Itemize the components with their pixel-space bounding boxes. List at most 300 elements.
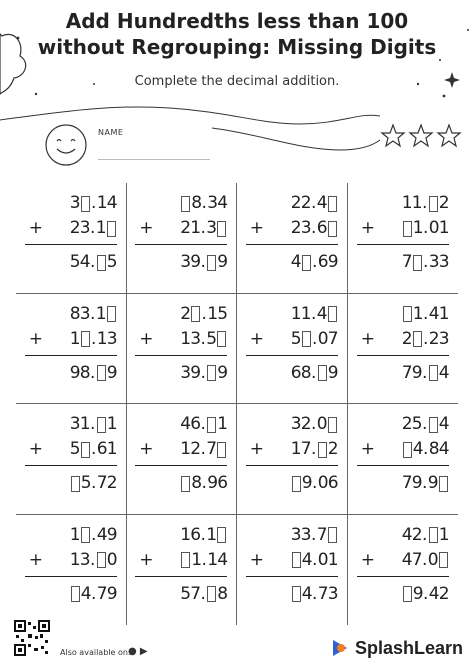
digit: 1 — [412, 303, 424, 324]
sum-line — [357, 355, 449, 356]
digit: 9 — [301, 473, 313, 493]
name-input-line[interactable] — [98, 159, 210, 160]
digit: . — [90, 252, 96, 272]
sum-line — [357, 465, 449, 466]
addend-top — [246, 302, 338, 327]
digit: 5 — [180, 583, 192, 604]
digit: 4 — [316, 303, 328, 324]
missing-digit-box[interactable] — [292, 586, 301, 602]
addend-bottom — [135, 437, 227, 462]
digit: 8 — [428, 439, 440, 459]
addition-problem — [246, 191, 338, 275]
digit: 4 — [180, 414, 192, 434]
addition-problem — [357, 302, 449, 386]
digit: . — [91, 193, 97, 213]
problem-cell — [16, 183, 127, 294]
digit: 2 — [190, 439, 202, 459]
digit: . — [311, 414, 317, 434]
problem-cell — [348, 515, 459, 626]
digit: 8 — [69, 303, 81, 324]
missing-digit-box[interactable] — [207, 417, 216, 433]
addend-top — [135, 412, 227, 437]
digit: 3 — [327, 583, 339, 604]
digit: 6 — [317, 252, 329, 272]
digit: 2 — [438, 193, 450, 213]
digit: 9 — [207, 473, 219, 493]
digit: 1 — [412, 218, 424, 238]
digit: . — [423, 303, 429, 324]
digit: 7 — [401, 362, 413, 383]
brand-name: SplashLearn — [355, 638, 464, 658]
addend-top — [246, 191, 338, 216]
digit: 1 — [190, 218, 202, 238]
plus-sign: + — [249, 328, 264, 349]
problem-cell — [16, 404, 127, 515]
plus-sign: + — [360, 328, 375, 349]
missing-digit-box[interactable] — [403, 306, 412, 322]
digit: . — [200, 439, 206, 459]
rating-stars — [380, 123, 464, 149]
missing-digit-box[interactable] — [439, 476, 448, 492]
digit: . — [201, 193, 207, 213]
digit: 9 — [217, 252, 229, 272]
missing-digit-box[interactable] — [403, 442, 412, 458]
name-label: NAME — [98, 128, 124, 137]
missing-digit-box[interactable] — [413, 331, 422, 347]
digit: 3 — [300, 218, 312, 238]
missing-digit-box[interactable] — [429, 196, 438, 212]
sum — [246, 361, 338, 386]
missing-digit-box[interactable] — [328, 306, 337, 322]
digit: 1 — [69, 328, 81, 349]
digit: 9 — [190, 362, 202, 383]
missing-digit-box[interactable] — [207, 255, 216, 271]
digit: 2 — [428, 328, 440, 349]
missing-digit-box[interactable] — [217, 221, 226, 237]
problem-cell — [237, 183, 348, 294]
sum — [357, 361, 449, 386]
digit: 8 — [191, 193, 203, 213]
addend-bottom — [135, 327, 227, 352]
problem-grid — [16, 183, 458, 625]
digit: . — [311, 439, 317, 459]
digit: . — [91, 328, 97, 349]
digit: 1 — [290, 303, 302, 324]
digit: . — [312, 328, 318, 349]
digit: 1 — [180, 524, 192, 545]
missing-digit-box[interactable] — [97, 365, 106, 381]
digit: . — [201, 549, 207, 570]
digit: 8 — [79, 362, 91, 383]
digit: 3 — [180, 362, 192, 383]
plus-sign: + — [28, 328, 43, 349]
missing-digit-box[interactable] — [107, 306, 116, 322]
digit: 3 — [190, 328, 202, 349]
addend-bottom — [246, 216, 338, 241]
digit: 1 — [290, 439, 302, 459]
missing-digit-box[interactable] — [328, 196, 337, 212]
digit: 1 — [95, 303, 107, 324]
missing-digit-box[interactable] — [71, 586, 80, 602]
missing-digit-box[interactable] — [318, 365, 327, 381]
digit: . — [91, 439, 97, 459]
digit: 1 — [207, 549, 219, 570]
sum — [246, 250, 338, 275]
digit: 5 — [290, 328, 302, 349]
digit: 6 — [96, 439, 108, 459]
problem-cell — [237, 515, 348, 626]
digit: 2 — [180, 218, 192, 238]
digit: . — [90, 362, 96, 383]
digit: 4 — [438, 362, 450, 383]
sum — [25, 361, 117, 386]
digit: 1 — [106, 414, 118, 434]
sum-line — [25, 465, 117, 466]
addend-bottom — [25, 216, 117, 241]
digit: 6 — [190, 414, 202, 434]
missing-digit-box[interactable] — [302, 255, 311, 271]
digit: 5 — [69, 439, 81, 459]
sum — [246, 471, 338, 496]
addend-bottom — [135, 216, 227, 241]
missing-digit-box[interactable] — [107, 221, 116, 237]
addend-bottom — [246, 548, 338, 573]
digit: . — [91, 473, 97, 493]
addend-bottom — [246, 327, 338, 352]
digit: 1 — [106, 439, 118, 459]
digit: 7 — [96, 583, 108, 604]
missing-digit-box[interactable] — [302, 331, 311, 347]
addend-bottom — [25, 437, 117, 462]
digit: 9 — [106, 524, 118, 545]
problem-cell — [237, 294, 348, 405]
addend-top — [25, 412, 117, 437]
digit: 7 — [317, 583, 329, 604]
missing-digit-box[interactable] — [413, 255, 422, 271]
digit: . — [312, 252, 318, 272]
digit: 1 — [96, 328, 108, 349]
missing-digit-box[interactable] — [292, 476, 301, 492]
missing-digit-box[interactable] — [207, 365, 216, 381]
missing-digit-box[interactable] — [81, 196, 90, 212]
addend-bottom — [25, 548, 117, 573]
digit: 9 — [411, 473, 423, 493]
digit: 2 — [290, 218, 302, 238]
sum — [135, 361, 227, 386]
digit: 7 — [96, 473, 108, 493]
addend-top — [246, 523, 338, 548]
sum-line — [25, 244, 117, 245]
plus-sign: + — [28, 549, 43, 570]
digit: 5 — [411, 414, 423, 434]
digit: 0 — [427, 549, 439, 570]
missing-digit-box[interactable] — [181, 196, 190, 212]
digit: . — [90, 414, 96, 434]
sum-line — [135, 576, 227, 577]
star-icon — [438, 125, 460, 146]
missing-digit-box[interactable] — [217, 331, 226, 347]
missing-digit-box[interactable] — [97, 552, 106, 568]
digit: 2 — [300, 414, 312, 434]
problem-cell — [127, 183, 238, 294]
digit: . — [200, 328, 206, 349]
play-store-icon[interactable]: ▶ — [139, 646, 148, 657]
plus-sign: + — [360, 218, 375, 238]
digit: . — [422, 473, 428, 493]
digit: . — [200, 524, 206, 545]
digit: . — [200, 414, 206, 434]
missing-digit-box[interactable] — [97, 255, 106, 271]
digit: 4 — [412, 439, 424, 459]
apple-icon[interactable]: ● — [128, 646, 137, 657]
addend-top — [135, 302, 227, 327]
addition-problem — [25, 302, 117, 386]
addend-bottom — [25, 327, 117, 352]
wave-divider — [0, 107, 380, 124]
addition-problem — [135, 523, 227, 607]
missing-digit-box[interactable] — [217, 442, 226, 458]
missing-digit-box[interactable] — [71, 476, 80, 492]
plus-sign: + — [139, 218, 154, 238]
digit: 9 — [69, 362, 81, 383]
missing-digit-box[interactable] — [181, 552, 190, 568]
sum-line — [357, 244, 449, 245]
digit: . — [90, 549, 96, 570]
missing-digit-box[interactable] — [217, 527, 226, 543]
addend-top — [25, 523, 117, 548]
digit: 5 — [80, 473, 92, 493]
digit: 5 — [69, 252, 81, 272]
missing-digit-box[interactable] — [81, 442, 90, 458]
digit: . — [201, 303, 207, 324]
problem-cell — [348, 294, 459, 405]
digit: 1 — [79, 414, 91, 434]
digit: 4 — [401, 549, 413, 570]
sum — [135, 250, 227, 275]
digit: 3 — [428, 252, 440, 272]
digit: 3 — [69, 414, 81, 434]
sum-line — [246, 355, 338, 356]
digit: 9 — [217, 362, 229, 383]
addend-top — [135, 191, 227, 216]
digit: 6 — [290, 362, 302, 383]
digit: 1 — [206, 524, 218, 545]
digit: 4 — [401, 524, 413, 545]
digit: 4 — [301, 549, 313, 570]
digit: 8 — [191, 473, 203, 493]
missing-digit-box[interactable] — [81, 527, 90, 543]
digit: 1 — [180, 328, 192, 349]
instructions: Complete the decimal addition. — [134, 74, 340, 89]
missing-digit-box[interactable] — [181, 476, 190, 492]
digit: 7 — [411, 549, 423, 570]
store-icons — [128, 646, 148, 657]
addend-top — [25, 191, 117, 216]
digit: 3 — [290, 414, 302, 434]
addend-bottom — [357, 216, 449, 241]
digit: 3 — [206, 218, 218, 238]
digit: 4 — [217, 193, 229, 213]
digit: 4 — [301, 583, 313, 604]
wave-divider — [212, 128, 380, 150]
missing-digit-box[interactable] — [403, 586, 412, 602]
sum-line — [25, 576, 117, 577]
digit: 9 — [190, 252, 202, 272]
digit: 9 — [411, 362, 423, 383]
addend-bottom — [357, 548, 449, 573]
star-icon — [382, 125, 404, 146]
digit: 3 — [438, 328, 450, 349]
digit: 2 — [300, 193, 312, 213]
addend-bottom — [246, 437, 338, 462]
addend-top — [25, 302, 117, 327]
digit: 2 — [401, 328, 413, 349]
digit: 3 — [290, 524, 302, 545]
addend-top — [357, 523, 449, 548]
digit: . — [311, 362, 317, 383]
digit: . — [312, 549, 318, 570]
digit: 0 — [106, 549, 118, 570]
digit: 2 — [180, 303, 192, 324]
digit: 0 — [428, 218, 440, 238]
sum-line — [246, 244, 338, 245]
addend-top — [357, 412, 449, 437]
missing-digit-box[interactable] — [191, 306, 200, 322]
digit: 1 — [69, 549, 81, 570]
missing-digit-box[interactable] — [292, 552, 301, 568]
digit: . — [311, 303, 317, 324]
digit: 9 — [412, 583, 424, 604]
digit: 4 — [428, 303, 440, 324]
digit: . — [91, 524, 97, 545]
digit: 2 — [327, 439, 339, 459]
plus-sign: + — [249, 439, 264, 459]
digit: 2 — [106, 473, 118, 493]
plus-sign: + — [139, 328, 154, 349]
digit: 3 — [180, 252, 192, 272]
missing-digit-box[interactable] — [97, 417, 106, 433]
title-line-2: without Regrouping: Missing Digits — [37, 35, 437, 59]
splashlearn-logo-icon — [330, 636, 352, 660]
digit: . — [312, 583, 318, 604]
digit: 2 — [290, 193, 302, 213]
plus-sign: + — [360, 439, 375, 459]
digit: 0 — [316, 414, 328, 434]
missing-digit-box[interactable] — [429, 365, 438, 381]
addition-problem — [135, 412, 227, 496]
missing-digit-box[interactable] — [207, 586, 216, 602]
sum-line — [357, 576, 449, 577]
addition-problem — [246, 523, 338, 607]
missing-digit-box[interactable] — [403, 221, 412, 237]
addition-problem — [25, 191, 117, 275]
sum — [135, 582, 227, 607]
digit: . — [91, 583, 97, 604]
problem-cell — [127, 294, 238, 405]
digit: 1 — [300, 303, 312, 324]
digit: 2 — [69, 218, 81, 238]
digit: 9 — [327, 252, 339, 272]
missing-digit-box[interactable] — [318, 442, 327, 458]
digit: 4 — [96, 524, 108, 545]
plus-sign: + — [360, 549, 375, 570]
sum-line — [246, 576, 338, 577]
addition-problem — [357, 523, 449, 607]
sum-line — [135, 465, 227, 466]
plus-sign: + — [139, 549, 154, 570]
digit: 1 — [327, 549, 339, 570]
digit: . — [90, 218, 96, 238]
addend-bottom — [357, 437, 449, 462]
digit: 1 — [438, 218, 450, 238]
digit: 9 — [106, 362, 118, 383]
digit: 1 — [95, 218, 107, 238]
addition-problem — [357, 191, 449, 275]
digit: 5 — [217, 303, 229, 324]
digit: 9 — [427, 473, 439, 493]
digit: 7 — [206, 439, 218, 459]
missing-digit-box[interactable] — [328, 527, 337, 543]
digit: 5 — [206, 328, 218, 349]
digit: . — [422, 549, 428, 570]
digit: 3 — [69, 193, 81, 213]
digit: . — [200, 218, 206, 238]
digit: 0 — [317, 328, 329, 349]
digit: 6 — [217, 473, 229, 493]
star-icon — [410, 125, 432, 146]
missing-digit-box[interactable] — [429, 417, 438, 433]
missing-digit-box[interactable] — [439, 552, 448, 568]
digit: . — [311, 524, 317, 545]
digit: 1 — [438, 303, 450, 324]
digit: 1 — [96, 193, 108, 213]
missing-digit-box[interactable] — [328, 417, 337, 433]
digit: . — [312, 473, 318, 493]
digit: . — [423, 583, 429, 604]
digit: 3 — [79, 549, 91, 570]
digit: 3 — [106, 328, 118, 349]
digit: 7 — [190, 583, 202, 604]
sum-line — [25, 355, 117, 356]
digit: . — [423, 218, 429, 238]
digit: 4 — [316, 193, 328, 213]
missing-digit-box[interactable] — [429, 527, 438, 543]
digit: . — [200, 362, 206, 383]
digit: 8 — [300, 362, 312, 383]
smiley-face-icon — [44, 123, 88, 167]
digit: . — [201, 473, 207, 493]
digit: 1 — [401, 193, 413, 213]
digit: 9 — [106, 583, 118, 604]
digit: 4 — [217, 549, 229, 570]
addition-problem — [246, 302, 338, 386]
problem-cell — [16, 515, 127, 626]
digit: . — [423, 439, 429, 459]
sum — [357, 582, 449, 607]
addend-bottom — [135, 548, 227, 573]
digit: . — [422, 193, 428, 213]
plus-sign: + — [249, 549, 264, 570]
missing-digit-box[interactable] — [81, 331, 90, 347]
decor-dot — [35, 93, 37, 95]
digit: 6 — [190, 524, 202, 545]
addition-problem — [357, 412, 449, 496]
qr-code-icon[interactable] — [14, 620, 50, 656]
plus-sign: + — [28, 218, 43, 238]
digit: 4 — [290, 252, 302, 272]
digit: 1 — [217, 414, 229, 434]
missing-digit-box[interactable] — [328, 221, 337, 237]
